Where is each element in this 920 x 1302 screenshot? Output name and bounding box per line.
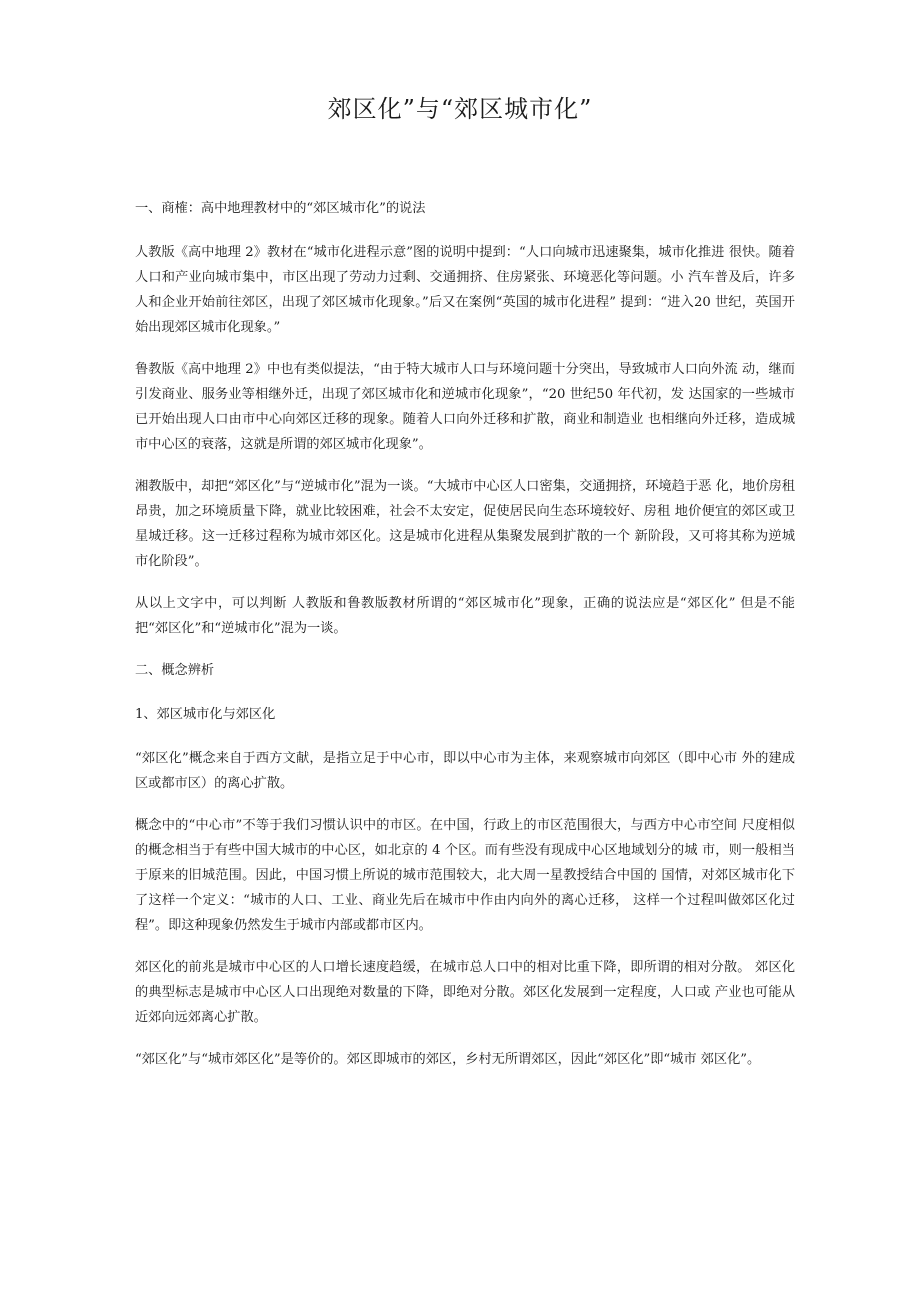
document-title: 郊区化”与“郊区城市化” xyxy=(327,95,593,123)
paragraph-renjiao: 人教版《高中地理 2》教材在“城市化进程示意”图的说明中提到：“人口向城市迅速聚集，城市化推进 很快。随着人口和产业向城市集中，市区出现了劳动力过剩、交通拥挤、住房紧张、环境恶化等问题。小 汽车普及后，许多人和企业开始前往郊区，出现了郊区城市化现象。”后又在案例“英国的城市化进程” 提到：“进入20 世纪，英国开始出现郊区城市化现象。” xyxy=(135,245,795,335)
paragraph-equivalence: “郊区化”与“城市郊区化”是等价的。郊区即城市的郊区，乡村无所谓郊区，因此“郊区化”即“城市 郊区化”。 xyxy=(135,1052,761,1067)
paragraph-lujiao: 鲁教版《高中地理 2》中也有类似提法，“由于特大城市人口与环境问题十分突出，导致城市人口向外流 动，继而引发商业、服务业等相继外迁，出现了郊区城市化和逆城市化现象”，“20 世纪50 年代初，发 达国家的一些城市已开始出现人口由市中心向郊区迁移的现象。随着人口向外迁移和扩散，商业和制造业 也相继向外迁移，造成城市中心区的衰落，这就是所谓的郊区城市化现象”。 xyxy=(135,362,795,452)
paragraph-xiangjiao: 湘教版中，却把“郊区化”与“逆城市化”混为一谈。“大城市中心区人口密集，交通拥挤，环境趋于恶 化，地价房租昂贵，加之环境质量下降，就业比较困难，社会不太安定，促使居民向生态环境较好、房租 地价便宜的郊区或卫星城迁移。这一迁移过程称为城市郊区化。这是城市化进程从集聚发展到扩散的一个 新阶段，又可将其称为逆城市化阶段”。 xyxy=(135,479,795,569)
document-body xyxy=(135,196,795,1089)
paragraph-central-city: 概念中的“中心市”不等于我们习惯认识中的市区。在中国，行政上的市区范围很大，与西方中心市空间 尺度相似的概念相当于有些中国大城市的中心区，如北京的 4 个区。而有些没有现成中心区地域划分的城 市，则一般相当于原来的旧城范围。因此，中国习惯上所说的城市范围较大，北大周一星教授结合中国的 国情，对郊区城市化下了这样一个定义：“城市的人口、工业、商业先后在城市中作由内向外的离心迁移， 这样一个过程叫做郊区化过程”。即这种现象仍然发生于城市内部或都市区内。 xyxy=(135,818,795,933)
section-heading-2: 二、概念辨析 xyxy=(135,663,215,678)
section-heading-1: 一、商榷：高中地理教材中的“郊区城市化”的说法 xyxy=(135,201,426,216)
paragraph-precursor: 郊区化的前兆是城市中心区的人口增长速度趋缓，在城市总人口中的相对比重下降，即所谓的相对分散。 郊区化的典型标志是城市中心区人口出现绝对数量的下降，即绝对分散。郊区化发展到一定程度，人口或 产业也可能从近郊向远郊离心扩散。 xyxy=(135,960,795,1025)
subsection-heading-1: 1、郊区城市化与郊区化 xyxy=(135,707,276,722)
paragraph-suburbanization-origin: “郊区化”概念来自于西方文献，是指立足于中心市，即以中心市为主体，来观察城市向郊区（即中心市 外的建成区或都市区）的离心扩散。 xyxy=(135,751,795,791)
paragraph-conclusion: 从以上文字中，可以判断 人教版和鲁教版教材所谓的“郊区城市化”现象，正确的说法应是“郊区化” 但是不能把“郊区化”和“逆城市化”混为一谈。 xyxy=(135,596,795,636)
